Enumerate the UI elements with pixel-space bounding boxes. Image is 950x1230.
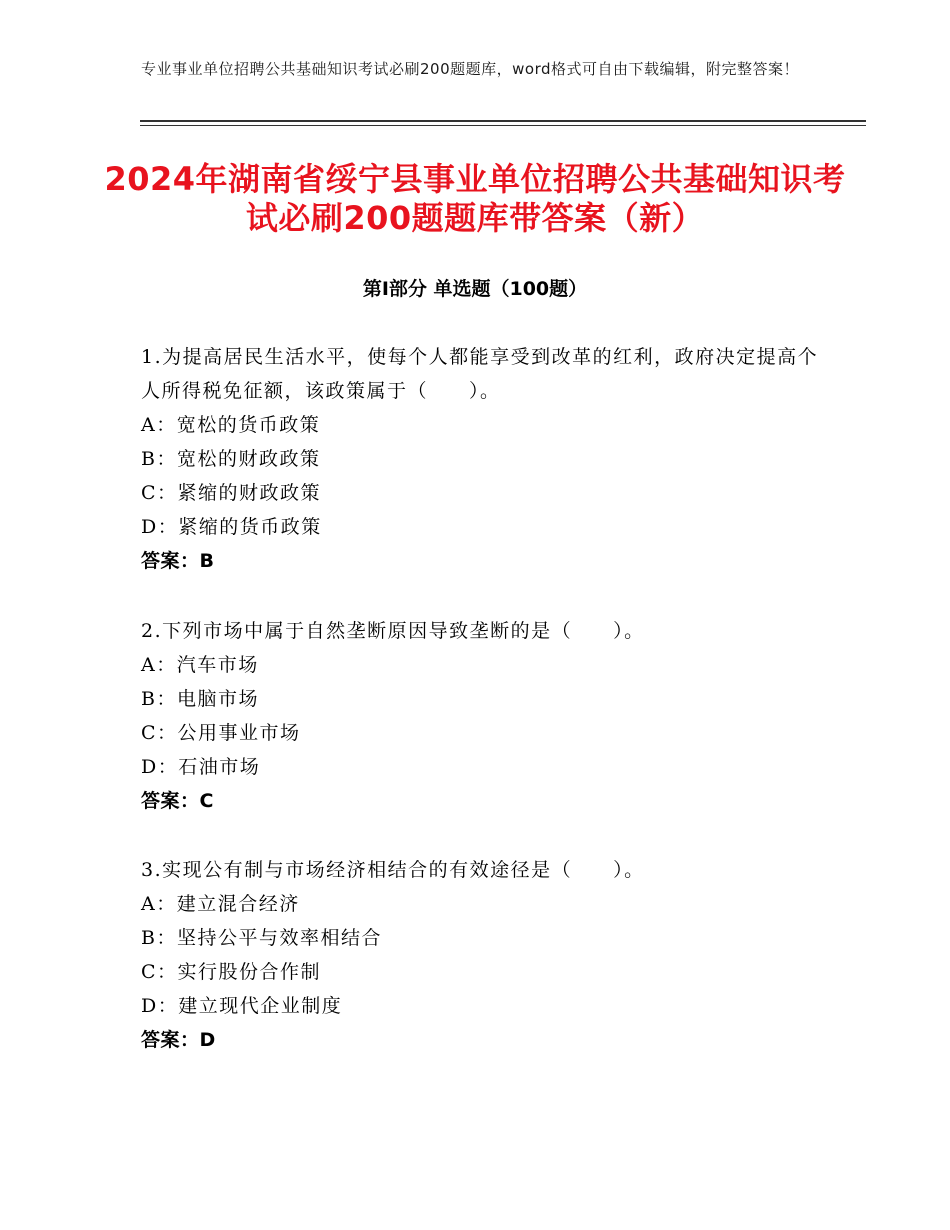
option-d: D：建立现代企业制度	[141, 995, 343, 1017]
option-d: D：紧缩的货币政策	[141, 516, 322, 538]
answer: 答案：C	[141, 790, 214, 812]
option-c: C：公用事业市场	[141, 722, 301, 744]
header-divider-thin	[140, 125, 866, 126]
question-stem: 3.实现公有制与市场经济相结合的有效途径是（ ）。	[141, 859, 645, 881]
answer: 答案：B	[141, 550, 215, 572]
option-a: A：建立混合经济	[141, 893, 300, 915]
option-d: D：石油市场	[141, 756, 261, 778]
option-a: A：汽车市场	[141, 654, 259, 676]
answer: 答案：D	[141, 1029, 216, 1051]
header-divider	[140, 120, 866, 122]
document-title: 2024年湖南省绥宁县事业单位招聘公共基础知识考试必刷200题题库带答案（新）	[104, 160, 846, 237]
section-title: 第Ⅰ部分 单选题（100题）	[362, 278, 588, 300]
option-b: B：宽松的财政政策	[141, 448, 321, 470]
question-2	[141, 614, 821, 818]
question-stem: 1.为提高居民生活水平，使每个人都能享受到改革的红利，政府决定提高个人所得税免征额，该政策属于（ ）。	[141, 346, 819, 402]
question-3	[141, 853, 821, 1057]
header-note: 专业事业单位招聘公共基础知识考试必刷200题题库，word格式可自由下载编辑，附完整答案！	[141, 60, 800, 78]
option-b: B：坚持公平与效率相结合	[141, 927, 382, 949]
option-c: C：紧缩的财政政策	[141, 482, 322, 504]
question-1	[141, 340, 821, 578]
question-stem: 2.下列市场中属于自然垄断原因导致垄断的是（ ）。	[141, 620, 645, 642]
option-b: B：电脑市场	[141, 688, 259, 710]
option-a: A：宽松的货币政策	[141, 414, 321, 436]
option-c: C：实行股份合作制	[141, 961, 322, 983]
